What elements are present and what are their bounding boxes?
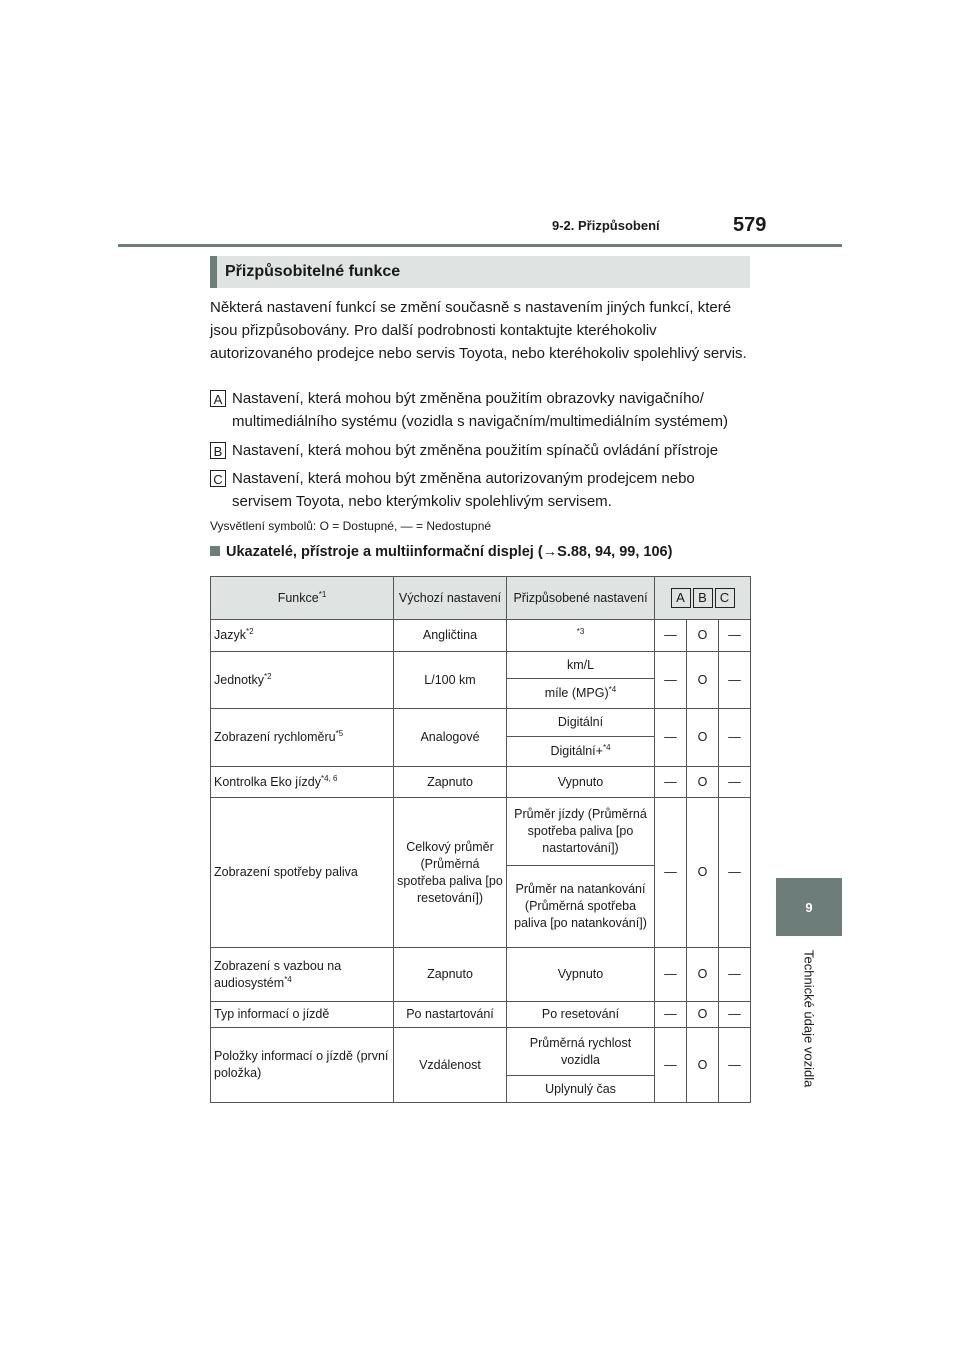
legend-text-c: Nastavení, která mohou být změněna autorizovaným prodejcem nebo servisem Toyota, nebo kterýmkoliv spolehlivým servisem. bbox=[232, 470, 695, 510]
cell-default: Vzdálenost bbox=[394, 1028, 507, 1103]
table-row bbox=[211, 1028, 751, 1076]
table-row bbox=[211, 652, 751, 679]
square-bullet-icon bbox=[210, 546, 220, 556]
cell-c: — bbox=[719, 948, 751, 1002]
cell-b: O bbox=[687, 1002, 719, 1028]
header-function: Funkce$^{*1}$ bbox=[211, 577, 394, 620]
cell-custom: Po resetování bbox=[507, 1002, 655, 1028]
page-number: 579 bbox=[733, 214, 767, 236]
cell-b: O bbox=[687, 948, 719, 1002]
table-row bbox=[211, 767, 751, 798]
legend-item-b bbox=[210, 439, 755, 462]
cell-custom: *3 bbox=[507, 620, 655, 652]
header-key-c: C bbox=[715, 588, 735, 608]
cell-default: Analogové bbox=[394, 709, 507, 767]
cell-custom: Průměr jízdy (Průměrná spotřeba paliva [po nastartování]) bbox=[507, 798, 655, 866]
table-row bbox=[211, 798, 751, 866]
cell-custom: Digitální+$^{*4}$ bbox=[507, 737, 655, 767]
cell-custom: Vypnuto bbox=[507, 948, 655, 1002]
cell-function: Jednotky$^{*2}$ bbox=[211, 652, 394, 709]
cell-b: O bbox=[687, 798, 719, 948]
cell-c: — bbox=[719, 1002, 751, 1028]
legend-item-c bbox=[210, 467, 755, 513]
running-header-section: 9-2. Přizpůsobení bbox=[552, 218, 660, 233]
legend-key-a: A bbox=[210, 390, 226, 407]
chapter-tab: 9 bbox=[776, 878, 842, 936]
legend-text-a: Nastavení, která mohou být změněna použitím obrazovky navigačního/ multimediálního systému (vozidla s navigačním/multimediálním systémem) bbox=[232, 390, 728, 430]
chapter-side-label bbox=[755, 950, 863, 1110]
cell-custom: Uplynulý čas bbox=[507, 1076, 655, 1103]
subsection-heading-text: Ukazatelé, přístroje a multiinformační displej (→S.88, 94, 99, 106) bbox=[226, 544, 673, 560]
cell-b: O bbox=[687, 709, 719, 767]
cell-function: Jazyk$^{*2}$ bbox=[211, 620, 394, 652]
cell-function: Zobrazení rychloměru$^{*5}$ bbox=[211, 709, 394, 767]
cell-default: Zapnuto bbox=[394, 767, 507, 798]
cell-custom: Digitální bbox=[507, 709, 655, 737]
cell-function: Kontrolka Eko jízdy$^{*4, 6}$ bbox=[211, 767, 394, 798]
header-custom: Přizpůsobené nastavení bbox=[507, 577, 655, 620]
cell-default: Po nastartování bbox=[394, 1002, 507, 1028]
legend-item-a bbox=[210, 387, 755, 433]
cell-c: — bbox=[719, 767, 751, 798]
section-title: Přizpůsobitelné funkce bbox=[210, 256, 750, 288]
header-abc bbox=[655, 577, 751, 620]
cell-default: Zapnuto bbox=[394, 948, 507, 1002]
cell-a: — bbox=[655, 767, 687, 798]
cell-c: — bbox=[719, 1028, 751, 1103]
table-row bbox=[211, 620, 751, 652]
cell-custom: Průměrná rychlost vozidla bbox=[507, 1028, 655, 1076]
legend-text-b: Nastavení, která mohou být změněna použitím spínačů ovládání přístroje bbox=[232, 442, 719, 459]
cell-b: O bbox=[687, 767, 719, 798]
cell-function: Typ informací o jízdě bbox=[211, 1002, 394, 1028]
header-rule bbox=[118, 244, 842, 247]
table-row bbox=[211, 1002, 751, 1028]
table-row bbox=[211, 709, 751, 737]
cell-a: — bbox=[655, 709, 687, 767]
cell-b: O bbox=[687, 620, 719, 652]
table-header-row bbox=[211, 577, 751, 620]
cell-c: — bbox=[719, 798, 751, 948]
cell-custom: míle (MPG)$^{*4}$ bbox=[507, 679, 655, 709]
cell-default: Celkový průměr (Průměrná spotřeba paliva [po resetování]) bbox=[394, 798, 507, 948]
symbols-note: Vysvětlení symbolů: O = Dostupné, — = Nedostupné bbox=[210, 519, 492, 533]
cell-a: — bbox=[655, 1028, 687, 1103]
cell-custom: Vypnuto bbox=[507, 767, 655, 798]
legend-key-b: B bbox=[210, 442, 226, 459]
cell-a: — bbox=[655, 620, 687, 652]
cell-default: Angličtina bbox=[394, 620, 507, 652]
table-row bbox=[211, 948, 751, 1002]
cell-function: Zobrazení s vazbou na audiosystém$^{*4}$ bbox=[211, 948, 394, 1002]
chapter-side-text: Technické údaje vozidla bbox=[801, 950, 817, 1088]
header-default: Výchozí nastavení bbox=[394, 577, 507, 620]
cell-a: — bbox=[655, 652, 687, 709]
cell-b: O bbox=[687, 1028, 719, 1103]
header-key-a: A bbox=[671, 588, 691, 608]
cell-custom: Průměr na natankování (Průměrná spotřeba paliva [po natankování]) bbox=[507, 866, 655, 948]
cell-custom: km/L bbox=[507, 652, 655, 679]
subsection-heading bbox=[210, 544, 672, 560]
cell-c: — bbox=[719, 652, 751, 709]
cell-c: — bbox=[719, 709, 751, 767]
legend-key-c: C bbox=[210, 470, 226, 487]
cell-a: — bbox=[655, 1002, 687, 1028]
intro-paragraph: Některá nastavení funkcí se změní současně s nastavením jiných funkcí, které jsou přizpůsobovány. Pro další podrobnosti kontaktujte kteréhokoliv autorizovaného prodejce nebo servis Toyota, nebo kteréhokoliv spolehlivý servis. bbox=[210, 299, 747, 362]
cell-c: — bbox=[719, 620, 751, 652]
cell-default: L/100 km bbox=[394, 652, 507, 709]
header-key-b: B bbox=[693, 588, 713, 608]
cell-function: Zobrazení spotřeby paliva bbox=[211, 798, 394, 948]
cell-a: — bbox=[655, 948, 687, 1002]
cell-function: Položky informací o jízdě (první položka) bbox=[211, 1028, 394, 1103]
customization-table bbox=[210, 576, 751, 1103]
cell-b: O bbox=[687, 652, 719, 709]
cell-a: — bbox=[655, 798, 687, 948]
